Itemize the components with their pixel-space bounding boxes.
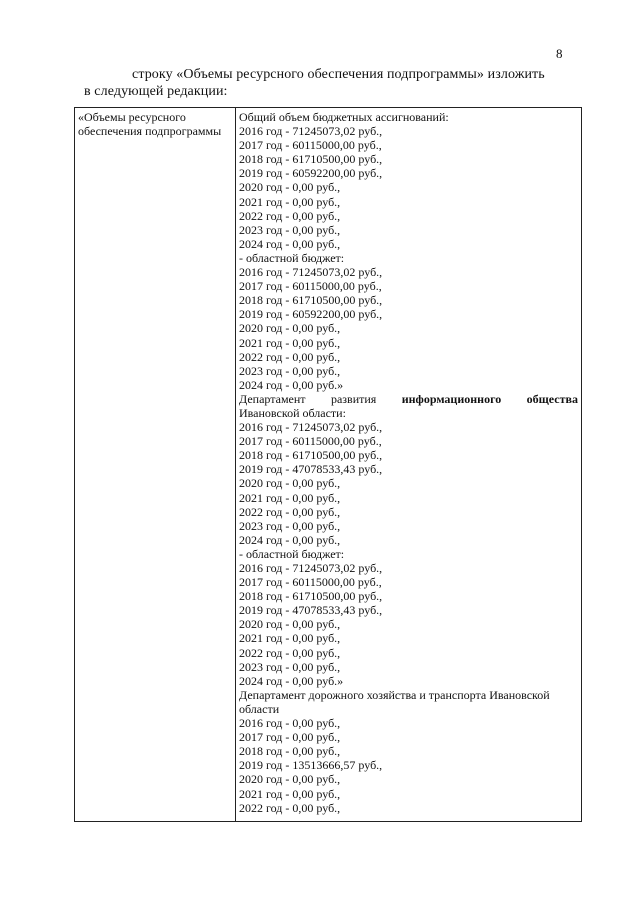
year-amount-line: 2017 год - 60115000,00 руб., <box>239 279 382 294</box>
dept2-years-list <box>239 716 578 815</box>
intro-line-2: в следующей редакции: <box>84 84 228 99</box>
year-amount-line: 2017 год - 60115000,00 руб., <box>239 138 382 153</box>
regional-budget-header-2: - областной бюджет: <box>239 546 345 561</box>
year-amount-line: 2022 год - 0,00 руб., <box>239 349 341 364</box>
regional-years-list-2 <box>239 561 578 688</box>
regional-budget-header-1: - областной бюджет: <box>239 250 345 265</box>
year-amount-line: 2020 год - 0,00 руб., <box>239 180 341 195</box>
year-amount-line: 2019 год - 60592200,00 руб., <box>239 166 383 181</box>
year-amount-line: 2016 год - 0,00 руб., <box>239 716 341 731</box>
regional-years-list-1 <box>239 265 578 392</box>
dept1-word: Департамент <box>239 391 306 406</box>
year-amount-line: 2021 год - 0,00 руб., <box>239 631 341 646</box>
year-amount-line: 2023 год - 0,00 руб., <box>239 659 341 674</box>
dept2-title-line-1: Департамент дорожного хозяйства и транспорта Ивановской <box>239 687 550 702</box>
year-amount-line: 2020 год - 0,00 руб., <box>239 321 341 336</box>
year-amount-line: 2017 год - 0,00 руб., <box>239 730 341 745</box>
year-amount-line: 2018 год - 61710500,00 руб., <box>239 152 383 167</box>
year-amount-line: 2022 год - 0,00 руб., <box>239 800 341 815</box>
dept1-word: информационного <box>401 391 502 406</box>
year-amount-line: 2023 год - 0,00 руб., <box>239 518 341 533</box>
year-amount-line: 2021 год - 0,00 руб., <box>239 490 341 505</box>
year-amount-line: 2016 год - 71245073,02 руб., <box>239 124 383 139</box>
total-header: Общий объем бюджетных ассигнований: <box>239 110 449 124</box>
dept1-title-line-1 <box>239 392 578 406</box>
row-label-cell <box>75 108 236 822</box>
year-amount-line: 2023 год - 0,00 руб., <box>239 363 341 378</box>
year-amount-line: 2024 год - 0,00 руб.» <box>239 673 344 688</box>
year-amount-line: 2022 год - 0,00 руб., <box>239 504 341 519</box>
year-amount-line: 2020 год - 0,00 руб., <box>239 617 341 632</box>
year-amount-line: 2018 год - 0,00 руб., <box>239 744 341 759</box>
year-amount-line: 2017 год - 60115000,00 руб., <box>239 575 382 590</box>
year-amount-line: 2016 год - 71245073,02 руб., <box>239 265 383 280</box>
year-amount-line: 2019 год - 60592200,00 руб., <box>239 307 383 322</box>
intro-paragraph <box>84 66 574 100</box>
year-amount-line: 2018 год - 61710500,00 руб., <box>239 589 383 604</box>
year-amount-line: 2021 год - 0,00 руб., <box>239 335 341 350</box>
resources-table <box>74 107 582 822</box>
year-amount-line: 2019 год - 47078533,43 руб., <box>239 462 383 477</box>
year-amount-line: 2024 год - 0,00 руб., <box>239 236 341 251</box>
year-amount-line: 2021 год - 0,00 руб., <box>239 194 341 209</box>
year-amount-line: 2016 год - 71245073,02 руб., <box>239 561 383 575</box>
row-value-cell <box>236 108 582 822</box>
year-amount-line: 2017 год - 60115000,00 руб., <box>239 434 382 449</box>
dept2-title-line-2: области <box>239 701 280 716</box>
year-amount-line: 2019 год - 47078533,43 руб., <box>239 603 383 618</box>
year-amount-line: 2020 год - 0,00 руб., <box>239 772 341 787</box>
dept1-word: развития <box>330 391 377 406</box>
year-amount-line: 2022 год - 0,00 руб., <box>239 208 341 223</box>
intro-line-1: строку «Объемы ресурсного обеспечения подпрограммы» изложить <box>132 67 545 82</box>
dept1-title-line-2: Ивановской области: <box>239 405 346 420</box>
dept1-word: общества <box>526 391 578 406</box>
total-years-list <box>239 124 578 251</box>
row-label-text: «Объемы ресурсного обеспечения подпрограммы <box>78 110 222 139</box>
year-amount-line: 2021 год - 0,00 руб., <box>239 786 341 801</box>
year-amount-line: 2018 год - 61710500,00 руб., <box>239 448 383 463</box>
year-amount-line: 2019 год - 13513666,57 руб., <box>239 758 383 773</box>
year-amount-line: 2024 год - 0,00 руб., <box>239 532 341 547</box>
page-number: 8 <box>556 46 563 61</box>
year-amount-line: 2023 год - 0,00 руб., <box>239 222 341 237</box>
dept1-years-list <box>239 420 578 547</box>
year-amount-line: 2016 год - 71245073,02 руб., <box>239 420 383 435</box>
year-amount-line: 2024 год - 0,00 руб.» <box>239 377 344 392</box>
table-row <box>75 108 582 822</box>
year-amount-line: 2018 год - 61710500,00 руб., <box>239 293 383 308</box>
year-amount-line: 2022 год - 0,00 руб., <box>239 645 341 660</box>
year-amount-line: 2020 год - 0,00 руб., <box>239 476 341 491</box>
